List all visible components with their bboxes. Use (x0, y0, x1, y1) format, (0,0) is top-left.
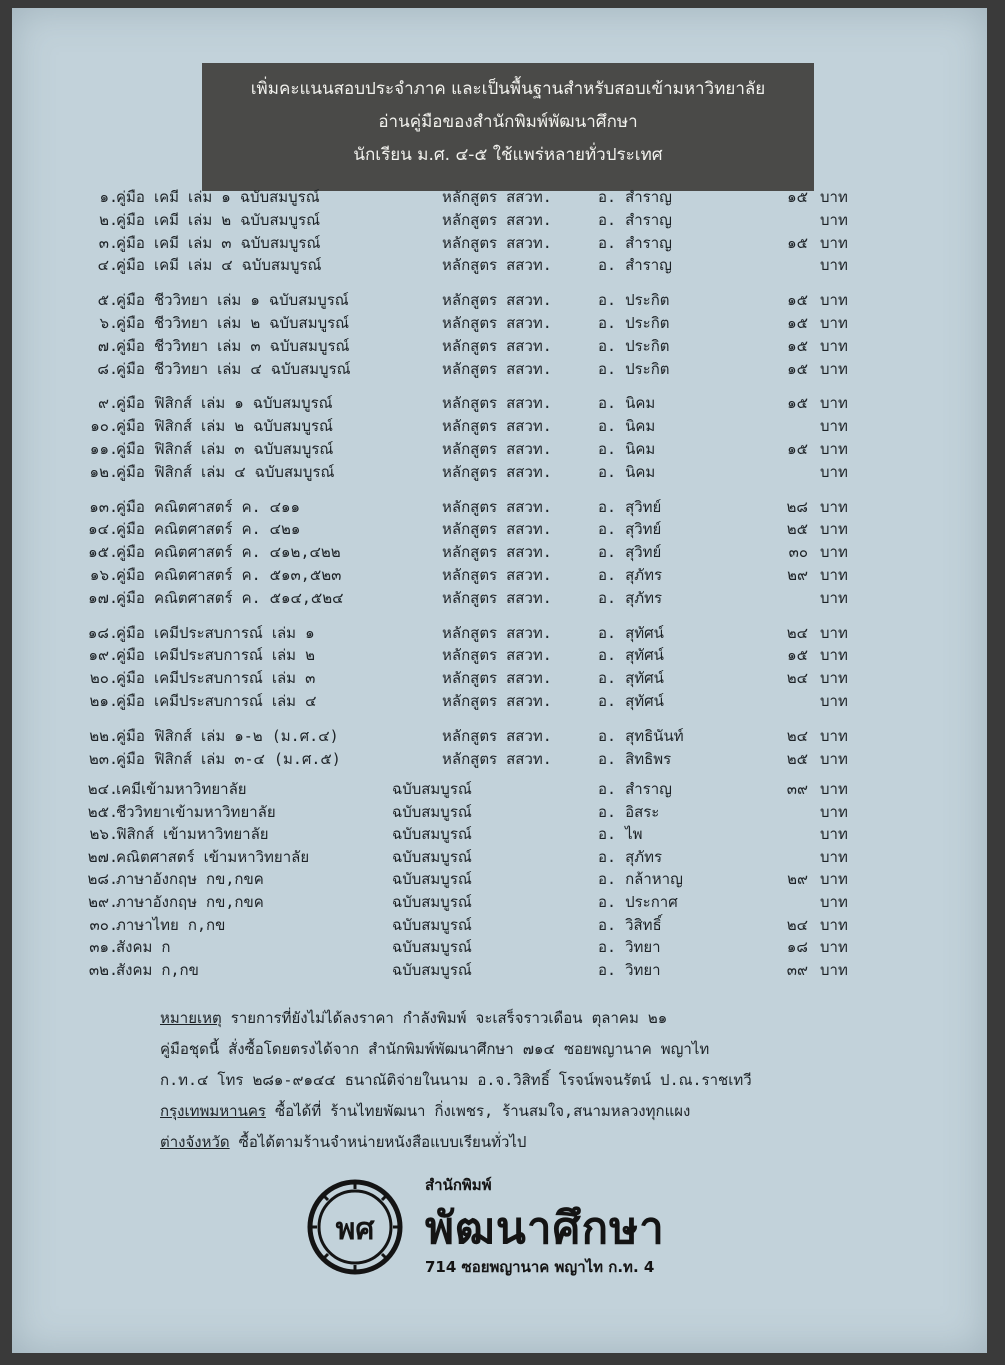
book-price: ๒๔ (786, 915, 808, 934)
book-author: อ. สุทัศน์ (598, 669, 664, 688)
book-title: คู่มือ ฟิสิกส์ เล่ม ๒ ฉบับสมบูรณ์ (116, 417, 333, 436)
book-row (12, 748, 987, 770)
book-row (12, 667, 987, 689)
book-author: อ. วิทยา (598, 960, 661, 979)
order-line-2: ก.ท.๔ โทร ๒๘๑-๙๑๔๔ ธนาณัติจ่ายในนาม อ.จ.วิสิทธิ์ โรจน์พจนรัตน์ ป.ณ.ราชเทวี (160, 1071, 752, 1089)
book-title: คู่มือ ฟิสิกส์ เล่ม ๓-๔ (ม.ศ.๕) (116, 749, 341, 768)
book-edition: ฉบับสมบูรณ์ (392, 915, 472, 934)
book-course: หลักสูตร สสวท. (442, 726, 552, 745)
book-title: คู่มือ คณิตศาสตร์ ค. ๕๑๓,๕๒๓ (116, 566, 342, 584)
book-price-unit: บาท (820, 893, 848, 911)
book-price-unit: บาท (820, 210, 848, 229)
book-price-unit: บาท (820, 394, 848, 413)
book-price: ๒๙ (787, 566, 808, 584)
book-price: ๒๕ (786, 749, 808, 768)
book-price-unit: บาท (820, 543, 848, 562)
book-number: ๑. (99, 188, 118, 206)
book-number: ๒๓. (88, 749, 118, 768)
book-price-unit: บาท (820, 440, 848, 458)
book-price: ๑๕ (787, 394, 808, 413)
bangkok-text: ซื้อได้ที่ ร้านไทยพัฒนา กิ่งเพชร, ร้านสมใจ,สนามหลวงทุกแผง (265, 1102, 691, 1120)
book-title: คณิตศาสตร์ เข้ามหาวิทยาลัย (116, 847, 310, 866)
book-title: คู่มือ เคมี เล่ม ๑ ฉบับสมบูรณ์ (116, 188, 320, 206)
book-course: หลักสูตร สสวท. (442, 394, 552, 413)
book-price-unit: บาท (820, 188, 848, 206)
book-number: ๑๔. (88, 520, 118, 539)
book-author: อ. นิคม (598, 440, 656, 458)
notes-section (160, 1003, 860, 1158)
book-number: ๑๒. (89, 462, 118, 481)
book-author: อ. นิคม (598, 417, 656, 436)
book-number: ๘. (97, 359, 118, 378)
book-price: ๑๕ (787, 233, 808, 252)
publisher-address: 714 ซอยพญานาค พญาไท ก.ท. 4 (425, 1258, 655, 1276)
book-price-unit: บาท (820, 336, 848, 355)
book-number: ๔. (97, 256, 118, 275)
book-number: ๖. (99, 314, 118, 332)
book-price-unit: บาท (820, 359, 848, 378)
book-price-unit: บาท (820, 646, 848, 665)
banner-line-3: นักเรียน ม.ศ. ๔-๕ ใช้แพร่หลายทั่วประเทศ (353, 145, 663, 165)
book-price-unit: บาท (820, 462, 848, 481)
book-number: ๗. (97, 336, 118, 355)
book-title: คู่มือ คณิตศาสตร์ ค. ๔๒๑ (116, 520, 301, 539)
book-row (12, 461, 987, 483)
book-row (12, 914, 987, 936)
book-row (12, 312, 987, 334)
book-author: อ. ประกิต (598, 314, 670, 332)
publisher-label: สำนักพิมพ์ (425, 1176, 492, 1194)
book-price-unit: บาท (820, 566, 848, 584)
book-title: คู่มือ เคมี เล่ม ๓ ฉบับสมบูรณ์ (116, 233, 321, 252)
book-author: อ. ประกิต (598, 291, 670, 310)
book-price-unit: บาท (820, 692, 848, 710)
order-line-1: คู่มือชุดนี้ สั่งซื้อโดยตรงได้จาก สำนักพิมพ์พัฒนาศึกษา ๗๑๔ ซอยพญานาค พญาไท (160, 1040, 710, 1058)
book-course: หลักสูตร สสวท. (442, 336, 552, 355)
book-price-unit: บาท (820, 417, 848, 436)
book-price-unit: บาท (820, 291, 848, 310)
book-author: อ. สุทธินันท์ (598, 726, 684, 745)
book-edition: ฉบับสมบูรณ์ (392, 960, 472, 979)
book-row (12, 622, 987, 644)
province-label: ต่างจังหวัด (160, 1133, 230, 1151)
book-course: หลักสูตร สสวท. (442, 314, 552, 332)
book-title: คู่มือ ฟิสิกส์ เล่ม ๓ ฉบับสมบูรณ์ (116, 440, 334, 458)
book-course: หลักสูตร สสวท. (442, 623, 552, 642)
book-title: ภาษาไทย ก,กข (116, 915, 226, 934)
book-price: ๑๕ (787, 440, 808, 458)
book-price-unit: บาท (820, 256, 848, 275)
book-row (12, 358, 987, 380)
book-author: อ. สิทธิพร (598, 749, 672, 768)
bangkok-line (160, 1096, 860, 1127)
book-author: อ. สุวิทย์ (598, 543, 662, 562)
publisher-logo (307, 1179, 403, 1275)
province-text: ซื้อได้ตามร้านจำหน่ายหนังสือแบบเรียนทั่วไป (229, 1133, 527, 1151)
book-course: หลักสูตร สสวท. (442, 566, 552, 584)
book-price-unit: บาท (820, 749, 848, 768)
book-edition: ฉบับสมบูรณ์ (392, 847, 472, 866)
bangkok-label: กรุงเทพมหานคร (160, 1102, 266, 1120)
book-row (12, 254, 987, 276)
book-title: ภาษาอังกฤษ กข,กขค (116, 893, 264, 911)
book-title: คู่มือ ชีววิทยา เล่ม ๔ ฉบับสมบูรณ์ (116, 359, 351, 378)
book-price: ๒๕ (786, 520, 808, 539)
book-title: คู่มือ คณิตศาสตร์ ค. ๔๑๑ (116, 497, 301, 516)
book-author: อ. ประกาศ (598, 893, 678, 911)
book-price: ๒๔ (786, 726, 808, 745)
book-title: คู่มือ เคมี เล่ม ๔ ฉบับสมบูรณ์ (116, 256, 322, 275)
publisher-block (307, 1173, 737, 1283)
book-price: ๑๕ (787, 359, 808, 378)
book-row (12, 801, 987, 823)
book-price-unit: บาท (820, 915, 848, 934)
book-price: ๓๙ (786, 960, 808, 979)
book-number: ๒๑. (89, 692, 118, 710)
book-course: หลักสูตร สสวท. (442, 233, 552, 252)
book-row (12, 518, 987, 540)
book-title: คู่มือ เคมีประสบการณ์ เล่ม ๒ (116, 646, 315, 665)
book-row (12, 868, 987, 890)
book-course: หลักสูตร สสวท. (442, 417, 552, 436)
logo-monogram: พศ (335, 1212, 375, 1247)
book-title: สังคม ก,กข (116, 960, 199, 979)
book-number: ๑๑. (89, 440, 118, 458)
book-number: ๑๕. (88, 543, 118, 562)
book-author: อ. สุวิทย์ (598, 520, 662, 539)
book-course: หลักสูตร สสวท. (442, 520, 552, 539)
note-text: รายการที่ยังไม่ได้ลงราคา กำลังพิมพ์ จะเสร็จราวเดือน ตุลาคม ๒๑ (221, 1009, 668, 1027)
book-number: ๑๓. (89, 497, 118, 516)
book-number: ๑๖. (89, 566, 118, 584)
book-title: คู่มือ ฟิสิกส์ เล่ม ๑ ฉบับสมบูรณ์ (116, 394, 333, 413)
book-price: ๑๕ (787, 314, 808, 332)
book-author: อ. สำราญ (598, 780, 672, 798)
book-price: ๒๘ (786, 497, 808, 516)
book-row (12, 541, 987, 563)
book-number: ๒๙. (88, 893, 118, 911)
book-row (12, 959, 987, 981)
book-title: ฟิสิกส์ เข้ามหาวิทยาลัย (116, 825, 269, 844)
book-number: ๒. (99, 210, 118, 229)
book-row (12, 644, 987, 666)
book-title: คู่มือ คณิตศาสตร์ ค. ๔๑๒,๔๒๒ (116, 543, 341, 562)
book-number: ๒๐. (89, 669, 118, 688)
book-course: หลักสูตร สสวท. (442, 497, 552, 516)
book-number: ๑๘. (87, 623, 118, 642)
book-author: อ. นิคม (598, 394, 656, 413)
book-row (12, 186, 987, 208)
book-number: ๑๐. (90, 417, 118, 436)
book-edition: ฉบับสมบูรณ์ (392, 870, 472, 889)
book-price: ๑๘ (786, 938, 808, 957)
book-number: ๕. (97, 291, 118, 310)
book-title: คู่มือ เคมีประสบการณ์ เล่ม ๓ (116, 669, 316, 688)
book-row (12, 438, 987, 460)
book-price: ๒๔ (786, 669, 808, 688)
book-title: คู่มือ ฟิสิกส์ เล่ม ๔ ฉบับสมบูรณ์ (116, 462, 335, 481)
book-row (12, 415, 987, 437)
book-author: อ. สุภัทร (598, 588, 663, 607)
book-price-unit: บาท (820, 669, 848, 688)
book-price-unit: บาท (820, 847, 848, 866)
book-author: อ. วิทยา (598, 938, 661, 957)
book-price-unit: บาท (820, 870, 848, 889)
book-number: ๓๑. (89, 938, 118, 957)
book-author: อ. สุภัทร (598, 847, 663, 866)
book-title: คู่มือ ชีววิทยา เล่ม ๒ ฉบับสมบูรณ์ (116, 314, 350, 332)
book-course: หลักสูตร สสวท. (442, 291, 552, 310)
book-number: ๒๗. (87, 847, 118, 866)
book-number: ๒๒. (89, 726, 118, 745)
book-author: อ. ไพ (598, 825, 643, 844)
book-course: หลักสูตร สสวท. (442, 749, 552, 768)
book-row (12, 232, 987, 254)
book-number: ๓๒. (88, 960, 118, 979)
book-course: หลักสูตร สสวท. (442, 440, 552, 458)
book-price: ๒๔ (786, 623, 808, 642)
book-author: อ. สำราญ (598, 210, 672, 229)
book-price-unit: บาท (820, 520, 848, 539)
book-price-unit: บาท (820, 802, 848, 821)
book-author: อ. สำราญ (598, 256, 672, 275)
book-course: หลักสูตร สสวท. (442, 256, 552, 275)
book-title: คู่มือ เคมี เล่ม ๒ ฉบับสมบูรณ์ (116, 210, 320, 229)
book-price-unit: บาท (820, 938, 848, 957)
book-title: คู่มือ ฟิสิกส์ เล่ม ๑-๒ (ม.ศ.๔) (116, 726, 339, 745)
book-row (12, 936, 987, 958)
book-row (12, 496, 987, 518)
book-edition: ฉบับสมบูรณ์ (392, 825, 472, 844)
book-price-unit: บาท (820, 233, 848, 252)
book-row (12, 846, 987, 868)
book-course: หลักสูตร สสวท. (442, 210, 552, 229)
book-course: หลักสูตร สสวท. (442, 462, 552, 481)
book-row (12, 209, 987, 231)
book-author: อ. อิสระ (598, 802, 660, 821)
book-title: คู่มือ เคมีประสบการณ์ เล่ม ๑ (116, 623, 315, 642)
book-row (12, 891, 987, 913)
book-author: อ. วิสิทธิ์ (598, 915, 662, 934)
book-price: ๑๕ (787, 188, 808, 206)
book-price: ๓๐ (788, 543, 808, 562)
book-title: เคมีเข้ามหาวิทยาลัย (116, 780, 247, 798)
back-cover (12, 8, 987, 1353)
book-author: อ. สุทัศน์ (598, 623, 664, 642)
book-author: อ. นิคม (598, 462, 656, 481)
book-row (12, 587, 987, 609)
book-author: อ. สุทัศน์ (598, 692, 664, 710)
book-author: อ. สำราญ (598, 233, 672, 252)
book-price-unit: บาท (820, 588, 848, 607)
book-title: คู่มือ ชีววิทยา เล่ม ๓ ฉบับสมบูรณ์ (116, 336, 350, 355)
book-edition: ฉบับสมบูรณ์ (392, 780, 472, 798)
note-label: หมายเหตุ (160, 1009, 222, 1027)
book-row (12, 725, 987, 747)
book-title: คู่มือ เคมีประสบการณ์ เล่ม ๔ (116, 692, 317, 710)
publisher-name: พัฒนาศึกษา (425, 1203, 665, 1254)
book-price-unit: บาท (820, 960, 848, 979)
book-author: อ. ประกิต (598, 336, 670, 355)
banner-line-2: อ่านคู่มือของสำนักพิมพ์พัฒนาศึกษา (378, 112, 638, 132)
book-course: หลักสูตร สสวท. (442, 646, 552, 665)
book-number: ๒๘. (87, 870, 118, 889)
book-course: หลักสูตร สสวท. (442, 188, 552, 206)
book-row (12, 289, 987, 311)
book-price: ๒๙ (787, 870, 808, 889)
book-title: สังคม ก (116, 938, 171, 957)
book-author: อ. สุทัศน์ (598, 646, 664, 665)
book-row (12, 823, 987, 845)
book-number: ๒๖. (89, 825, 118, 844)
banner-line-1: เพิ่มคะแนนสอบประจำภาค และเป็นพื้นฐานสำหรับสอบเข้ามหาวิทยาลัย (250, 79, 766, 99)
book-price: ๓๙ (786, 780, 808, 798)
book-number: ๑๗. (88, 588, 118, 607)
book-edition: ฉบับสมบูรณ์ (392, 893, 472, 911)
book-price: ๑๕ (787, 646, 808, 665)
book-row (12, 392, 987, 414)
book-course: หลักสูตร สสวท. (442, 359, 552, 378)
book-author: อ. สุวิทย์ (598, 497, 662, 516)
book-author: อ. ประกิต (598, 359, 670, 378)
book-author: อ. กล้าหาญ (598, 870, 683, 889)
book-price-unit: บาท (820, 623, 848, 642)
book-row (12, 778, 987, 800)
book-number: ๑๙. (88, 646, 118, 665)
book-number: ๙. (97, 394, 118, 413)
note-line (160, 1003, 860, 1034)
book-title: ภาษาอังกฤษ กข,กขค (116, 870, 264, 889)
book-number: ๒๕. (87, 802, 118, 821)
book-price-unit: บาท (820, 825, 848, 844)
book-edition: ฉบับสมบูรณ์ (392, 802, 472, 821)
book-title: ชีววิทยาเข้ามหาวิทยาลัย (116, 802, 276, 821)
province-line (160, 1127, 860, 1158)
book-price: ๑๕ (787, 336, 808, 355)
book-course: หลักสูตร สสวท. (442, 669, 552, 688)
book-row (12, 564, 987, 586)
book-edition: ฉบับสมบูรณ์ (392, 938, 472, 957)
book-title: คู่มือ คณิตศาสตร์ ค. ๕๑๔,๕๒๔ (116, 588, 344, 607)
book-price-unit: บาท (820, 314, 848, 332)
book-title: คู่มือ ชีววิทยา เล่ม ๑ ฉบับสมบูรณ์ (116, 291, 349, 310)
book-number: ๓๐. (89, 915, 118, 934)
book-course: หลักสูตร สสวท. (442, 588, 552, 607)
book-row (12, 335, 987, 357)
book-price-unit: บาท (820, 780, 848, 798)
book-row (12, 690, 987, 712)
book-author: อ. สำราญ (598, 188, 672, 206)
book-price-unit: บาท (820, 497, 848, 516)
book-number: ๒๔. (87, 780, 118, 798)
book-course: หลักสูตร สสวท. (442, 692, 552, 710)
book-price-unit: บาท (820, 726, 848, 745)
book-course: หลักสูตร สสวท. (442, 543, 552, 562)
book-author: อ. สุภัทร (598, 566, 663, 584)
book-price: ๑๕ (787, 291, 808, 310)
book-number: ๓. (98, 233, 118, 252)
